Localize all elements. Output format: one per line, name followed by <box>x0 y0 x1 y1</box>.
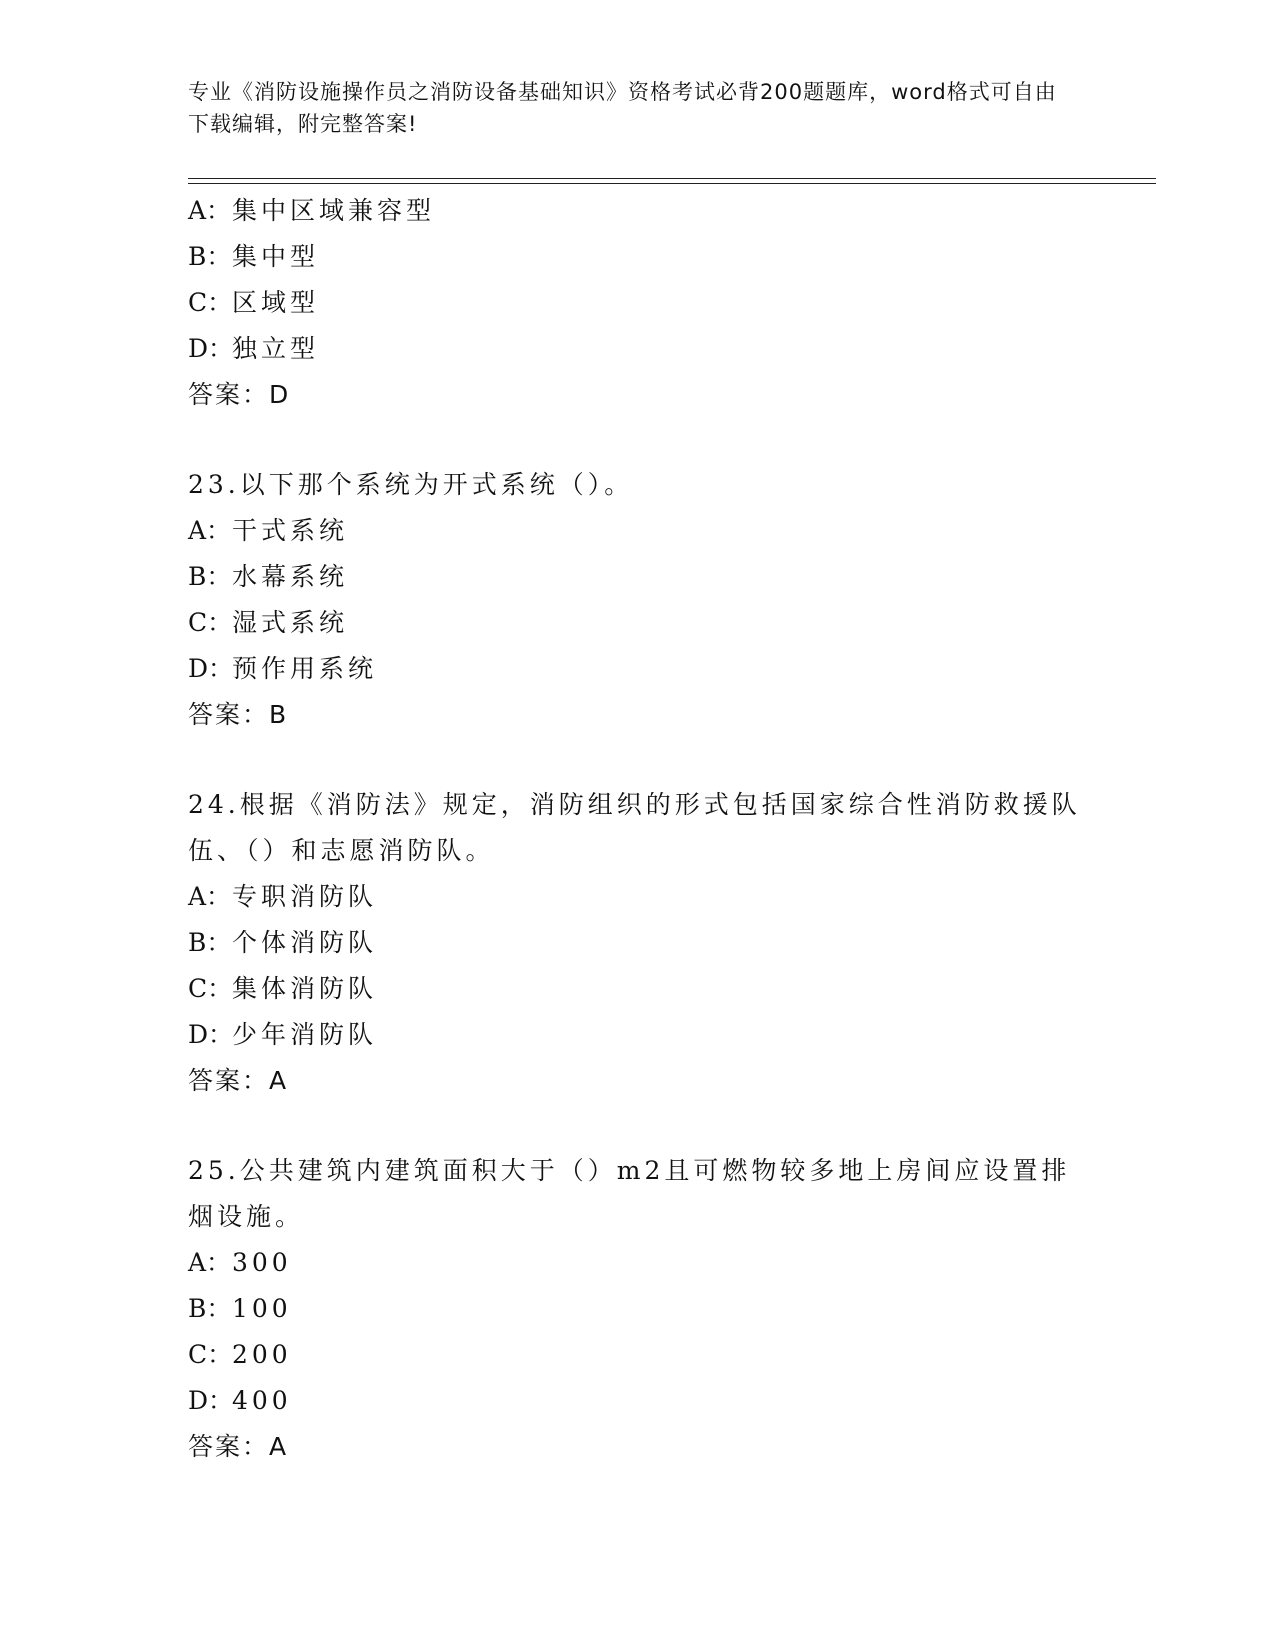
option-d: D：预作用系统 <box>188 654 378 683</box>
option-a: A：干式系统 <box>188 516 349 545</box>
answer-line: 答案：A <box>188 1066 289 1095</box>
option-b: B：100 <box>188 1294 292 1323</box>
answer-line: 答案：A <box>188 1432 289 1461</box>
option-d: D：独立型 <box>188 334 320 363</box>
answer-line: 答案：B <box>188 700 289 729</box>
option-c: C：集体消防队 <box>188 974 378 1003</box>
option-a: A：集中区域兼容型 <box>188 196 436 225</box>
option-b: B：个体消防队 <box>188 928 378 957</box>
option-b: B：水幕系统 <box>188 562 349 591</box>
option-a: A：300 <box>188 1248 292 1277</box>
answer-line: 答案：D <box>188 380 291 409</box>
question-text: 24.根据《消防法》规定，消防组织的形式包括国家综合性消防救援队伍、（）和志愿消防队。 <box>188 790 1081 865</box>
question-23 <box>188 462 1088 738</box>
option-c: C：湿式系统 <box>188 608 349 637</box>
option-c: C：区域型 <box>188 288 320 317</box>
option-d: D：少年消防队 <box>188 1020 378 1049</box>
question-text: 25.公共建筑内建筑面积大于（）m2且可燃物较多地上房间应设置排烟设施。 <box>188 1156 1071 1231</box>
header-rule-bottom <box>188 183 1156 184</box>
question-22-continued <box>188 188 1088 418</box>
option-a: A：专职消防队 <box>188 882 378 911</box>
question-list <box>188 188 1088 1470</box>
option-b: B：集中型 <box>188 242 320 271</box>
question-24 <box>188 782 1088 1104</box>
option-d: D：400 <box>188 1386 292 1415</box>
document-header: 专业《消防设施操作员之消防设备基础知识》资格考试必背200题题库，word格式可自由下载编辑，附完整答案! <box>188 80 1057 136</box>
question-text: 23.以下那个系统为开式系统（）。 <box>188 470 634 499</box>
option-c: C：200 <box>188 1340 292 1369</box>
header-rule-top <box>188 178 1156 179</box>
question-25 <box>188 1148 1088 1470</box>
